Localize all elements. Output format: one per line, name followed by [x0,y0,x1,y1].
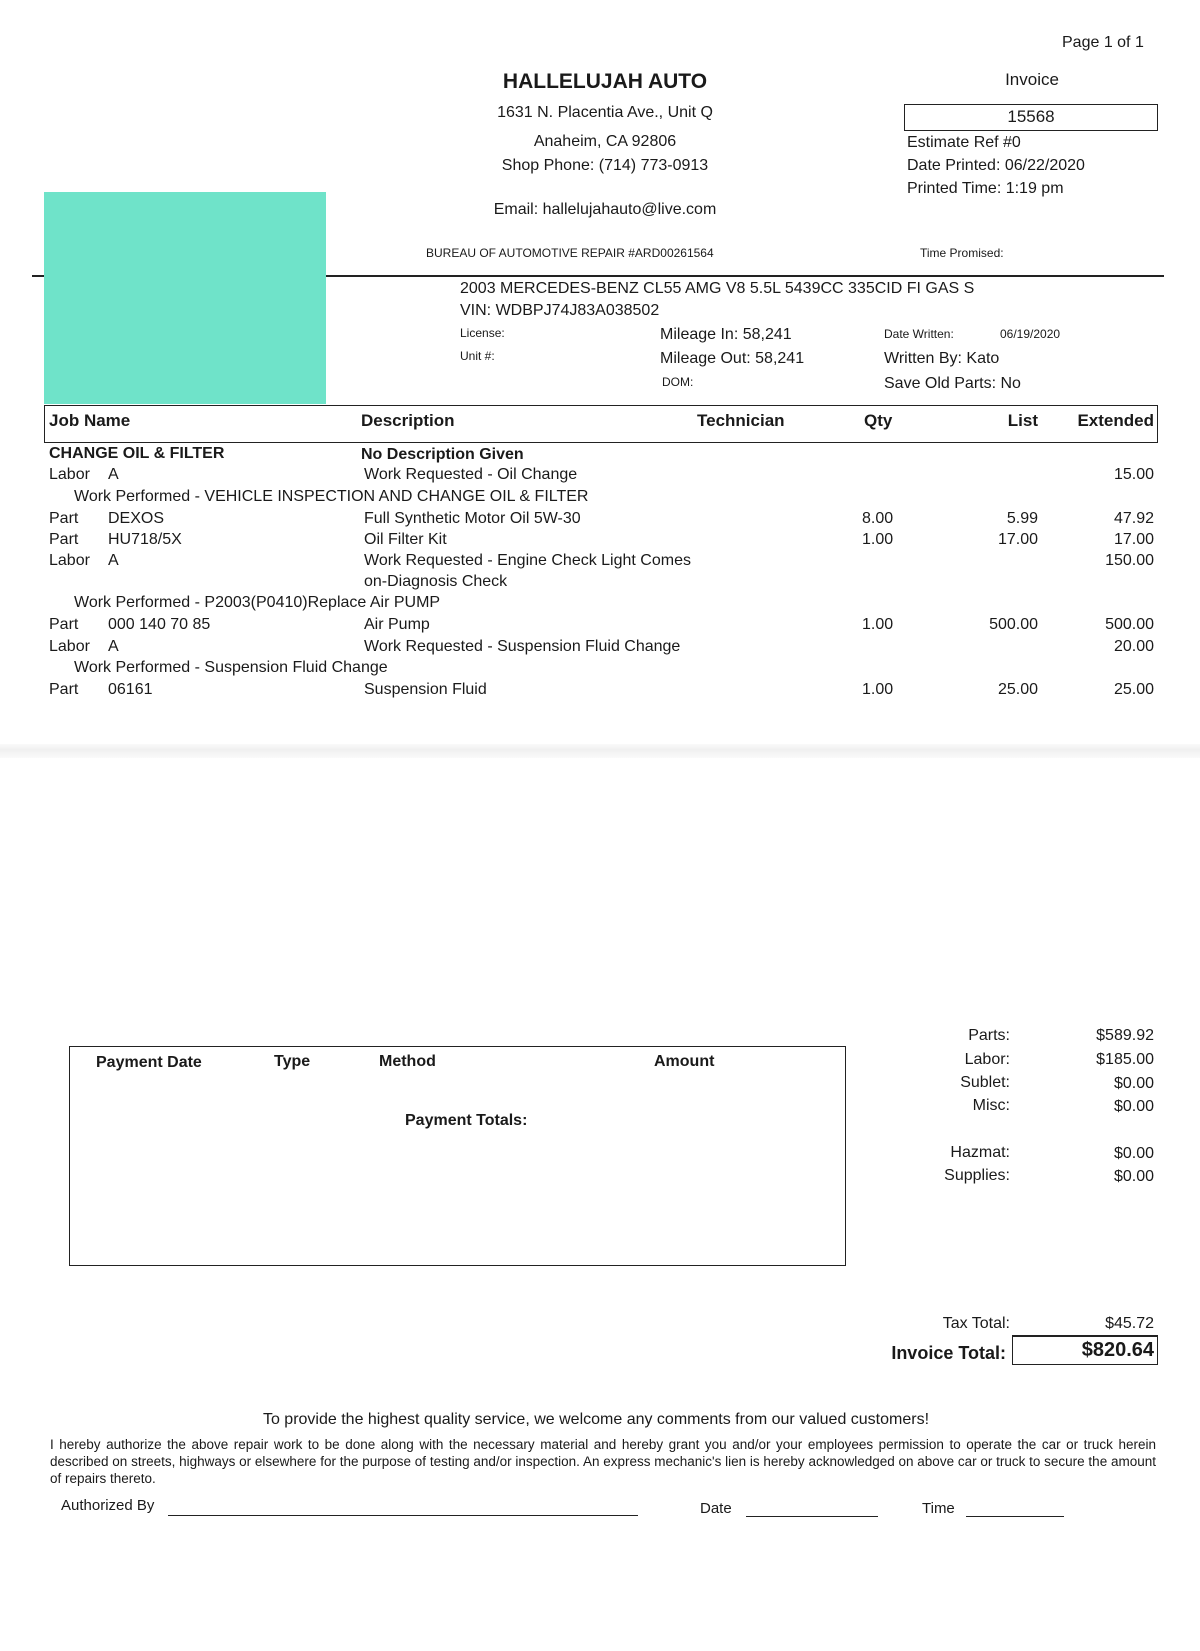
line-extended: 20.00 [1113,638,1154,655]
col-qty: Qty [864,411,893,430]
col-job-name: Job Name [49,411,131,430]
line-code: 000 140 70 85 [108,616,211,633]
tax-total: $45.72 [1105,1315,1154,1332]
line-code: 06161 [108,681,153,698]
col-technician: Technician [697,411,785,430]
shop-address-line1: 1631 N. Placentia Ave., Unit Q [497,104,713,121]
line-type: Labor [49,638,90,655]
col-list: List [1007,411,1038,430]
mileage-out: Mileage Out: 58,241 [660,350,805,367]
page-fold [0,744,1200,758]
line-type: Part [49,681,79,698]
date-signature-line[interactable] [746,1516,878,1517]
line-description-cont: on-Diagnosis Check [364,573,508,590]
bureau-registration: BUREAU OF AUTOMOTIVE REPAIR #ARD00261564 [426,246,714,260]
line-description: Full Synthetic Motor Oil 5W-30 [364,510,581,527]
line-extended: 17.00 [1113,531,1154,548]
col-extended: Extended [1077,411,1154,430]
comment-line: To provide the highest quality service, we welcome any comments from our valued customers! [262,1411,930,1428]
hazmat-total: $0.00 [1113,1145,1154,1162]
sublet-label: Sublet: [960,1074,1010,1091]
date-written-label: Date Written: [884,327,954,341]
parts-label: Parts: [968,1027,1010,1044]
supplies-total: $0.00 [1113,1168,1154,1185]
work-performed-note: Work Performed - Suspension Fluid Change [74,659,388,676]
mileage-in: Mileage In: 58,241 [660,326,792,343]
col-description: Description [361,411,455,430]
authorized-by-label: Authorized By [61,1497,155,1514]
labor-label: Labor: [964,1051,1010,1068]
line-type: Labor [49,552,90,569]
date-printed: Date Printed: 06/22/2020 [907,157,1085,174]
line-extended: 150.00 [1105,552,1154,569]
line-code: A [108,638,119,655]
time-signature-line[interactable] [966,1516,1064,1517]
line-list: 17.00 [997,531,1038,548]
line-code: A [108,552,119,569]
line-description: Air Pump [364,616,430,633]
date-written-value: 06/19/2020 [1000,327,1061,341]
parts-total: $589.92 [1096,1027,1154,1044]
shop-email: Email: hallelujahauto@live.com [493,201,717,218]
sublet-total: $0.00 [1113,1075,1154,1092]
payment-col-date: Payment Date [96,1054,202,1071]
printed-time: Printed Time: 1:19 pm [907,180,1064,197]
misc-label: Misc: [972,1097,1010,1114]
line-extended: 47.92 [1113,510,1154,527]
tax-total-label: Tax Total: [942,1315,1010,1332]
invoice-title: Invoice [1005,70,1059,89]
authorization-disclaimer: I hereby authorize the above repair work to be done along with the necessary material and hereby grant you and/or your employees permission to operate the car or truck herein described on streets, highways or elsewhere for the purpose of testing and/or inspection. An express mechanic's lien is hereby acknowledged on above car or truck to secure the amount of repairs thereto. [50,1437,1156,1486]
line-qty: 8.00 [862,510,894,527]
vehicle-description: 2003 MERCEDES-BENZ CL55 AMG V8 5.5L 5439CC 335CID FI GAS S [460,280,975,297]
misc-total: $0.00 [1113,1098,1154,1115]
line-type: Part [49,616,79,633]
unit-label: Unit #: [460,349,495,363]
line-code: A [108,466,119,483]
shop-name: HALLELUJAH AUTO [502,70,708,93]
shop-phone: Shop Phone: (714) 773-0913 [501,157,709,174]
license-label: License: [460,326,505,340]
line-extended: 25.00 [1113,681,1154,698]
line-code: HU718/5X [108,531,182,548]
shop-address-line2: Anaheim, CA 92806 [533,133,677,150]
payment-col-method: Method [379,1053,436,1070]
payment-col-amount: Amount [654,1053,715,1070]
payment-col-type: Type [274,1053,311,1070]
page-number: Page 1 of 1 [1062,34,1144,51]
invoice-total-label: Invoice Total: [891,1343,1006,1363]
payment-box [69,1046,846,1266]
line-description: Work Requested - Oil Change [364,466,578,483]
line-code: DEXOS [108,510,165,527]
line-list: 5.99 [1006,510,1038,527]
job-name: CHANGE OIL & FILTER [49,445,225,462]
dom-label: DOM: [662,375,694,389]
line-qty: 1.00 [862,681,894,698]
vehicle-vin: VIN: WDBPJ74J83A038502 [460,302,660,319]
invoice-number: 15568 [1007,107,1055,126]
supplies-label: Supplies: [944,1167,1010,1184]
line-description: Work Requested - Suspension Fluid Change [364,638,681,655]
labor-total: $185.00 [1096,1051,1154,1068]
line-description: Oil Filter Kit [364,531,447,548]
authorized-by-signature-line[interactable] [168,1515,638,1516]
invoice-total: $820.64 [1081,1339,1154,1361]
payment-totals-label: Payment Totals: [405,1112,528,1129]
line-qty: 1.00 [862,616,894,633]
date-label: Date [700,1500,732,1517]
redacted-customer-block [44,192,326,404]
line-qty: 1.00 [862,531,894,548]
line-description: Work Requested - Engine Check Light Comes [364,552,691,569]
time-label: Time [922,1500,955,1517]
work-performed-note: Work Performed - VEHICLE INSPECTION AND CHANGE OIL & FILTER [74,488,589,505]
line-list: 25.00 [997,681,1038,698]
job-description: No Description Given [361,446,524,463]
line-extended: 15.00 [1113,466,1154,483]
estimate-ref: Estimate Ref #0 [907,134,1021,151]
line-extended: 500.00 [1105,616,1154,633]
hazmat-label: Hazmat: [950,1144,1010,1161]
work-performed-note: Work Performed - P2003(P0410)Replace Air PUMP [74,594,441,611]
line-type: Part [49,510,79,527]
time-promised: Time Promised: [920,246,1004,260]
line-type: Part [49,531,79,548]
line-description: Suspension Fluid [364,681,487,698]
written-by: Written By: Kato [884,350,1000,367]
line-type: Labor [49,466,90,483]
save-old-parts: Save Old Parts: No [884,375,1021,392]
line-list: 500.00 [989,616,1038,633]
